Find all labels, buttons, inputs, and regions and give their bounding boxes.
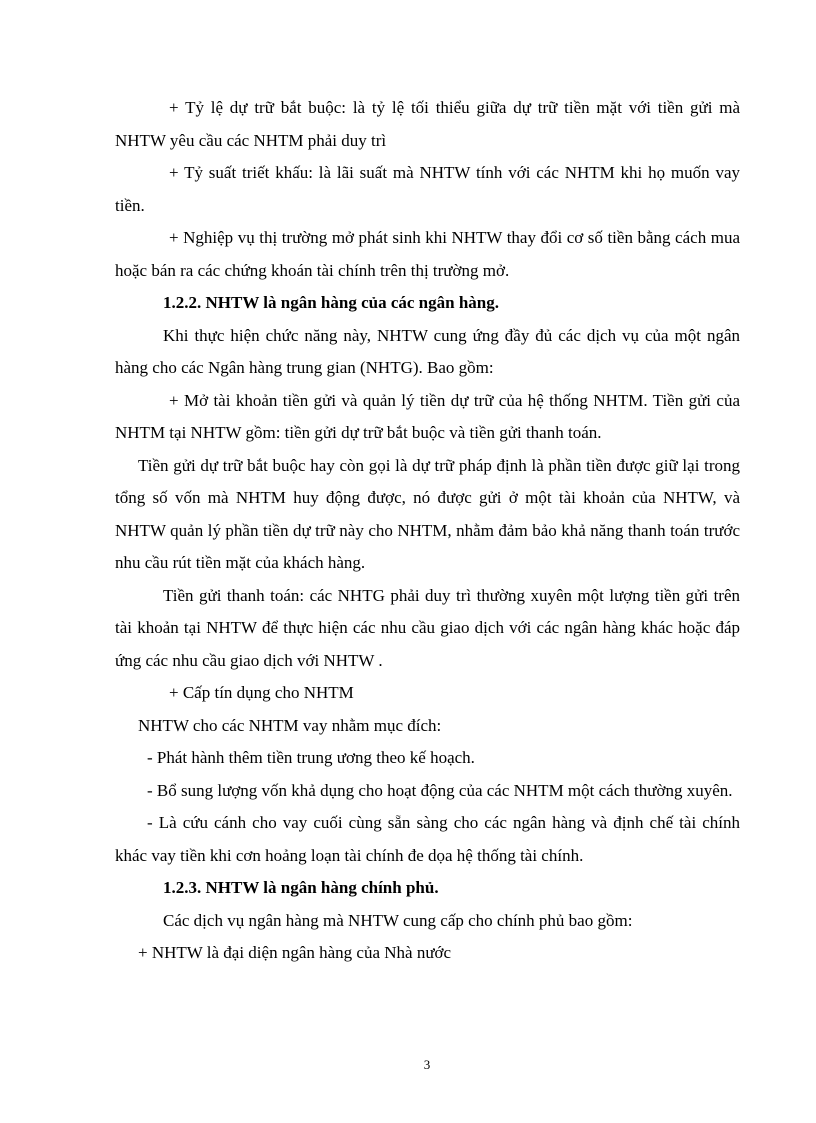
page-body [115, 92, 740, 970]
paragraph-reserve-ratio: + Tỷ lệ dự trữ bắt buộc: là tỷ lệ tối thiểu giữa dự trữ tiền mặt với tiền gửi mà NHTW yêu cầu các NHTM phải duy trì [115, 98, 740, 150]
page-number: 3 [423, 1057, 431, 1072]
paragraph-payment-deposits: Tiền gửi thanh toán: các NHTG phải duy trì thường xuyên một lượng tiền gửi trên tài khoản tại NHTW để thực hiện các nhu cầu giao dịch với các ngân hàng khác hoặc đáp ứng các nhu cầu giao dịch với NHTW . [115, 585, 740, 670]
list-item-liquidity: - Bổ sung lượng vốn khả dụng cho hoạt động của các NHTM một cách thường xuyên. [147, 780, 733, 800]
section-heading-1-2-3: 1.2.3. NHTW là ngân hàng chính phủ. [163, 878, 439, 897]
paragraph-required-reserves: Tiền gửi dự trữ bắt buộc hay còn gọi là dự trữ pháp định là phần tiền được giữ lại trong tổng số vốn mà NHTM huy động được, nó được gửi ở một tài khoản của NHTW, và NHTW quản lý phần tiền dự trữ này cho NHTM, nhằm đảm bảo khả năng thanh toán trước nhu cầu rút tiền mặt của khách hàng. [115, 455, 740, 572]
paragraph-deposit-accounts: + Mở tài khoản tiền gửi và quản lý tiền dự trữ của hệ thống NHTM. Tiền gửi của NHTM tại NHTW gồm: tiền gửi dự trữ bắt buộc và tiền gửi thanh toán. [115, 390, 740, 442]
paragraph-discount-rate: + Tỷ suất triết khấu: là lãi suất mà NHTW tính với các NHTM khi họ muốn vay tiền. [115, 163, 740, 215]
section-heading-1-2-2: 1.2.2. NHTW là ngân hàng của các ngân hàng. [163, 293, 499, 312]
paragraph-government-services: Các dịch vụ ngân hàng mà NHTW cung cấp cho chính phủ bao gồm: [163, 910, 633, 930]
paragraph-lending-purpose: NHTW cho các NHTM vay nhằm mục đích: [138, 715, 442, 735]
paragraph-open-market: + Nghiệp vụ thị trường mở phát sinh khi NHTW thay đổi cơ số tiền bằng cách mua hoặc bán ra các chứng khoán tài chính trên thị trường mở. [115, 228, 740, 280]
paragraph-bank-services: Khi thực hiện chức năng này, NHTW cung ứng đầy đủ các dịch vụ của một ngân hàng cho các Ngân hàng trung gian (NHTG). Bao gồm: [115, 325, 740, 377]
list-item-issue-money: - Phát hành thêm tiền trung ương theo kế hoạch. [147, 748, 475, 767]
paragraph-state-representative: + NHTW là đại diện ngân hàng của Nhà nước [138, 943, 452, 962]
paragraph-credit-to-banks: + Cấp tín dụng cho NHTM [169, 683, 354, 702]
list-item-lender-of-last-resort: - Là cứu cánh cho vay cuối cùng sẵn sàng cho các ngân hàng và định chế tài chính khác vay tiền khi cơn hoảng loạn tài chính đe dọa hệ thống tài chính. [115, 813, 740, 865]
